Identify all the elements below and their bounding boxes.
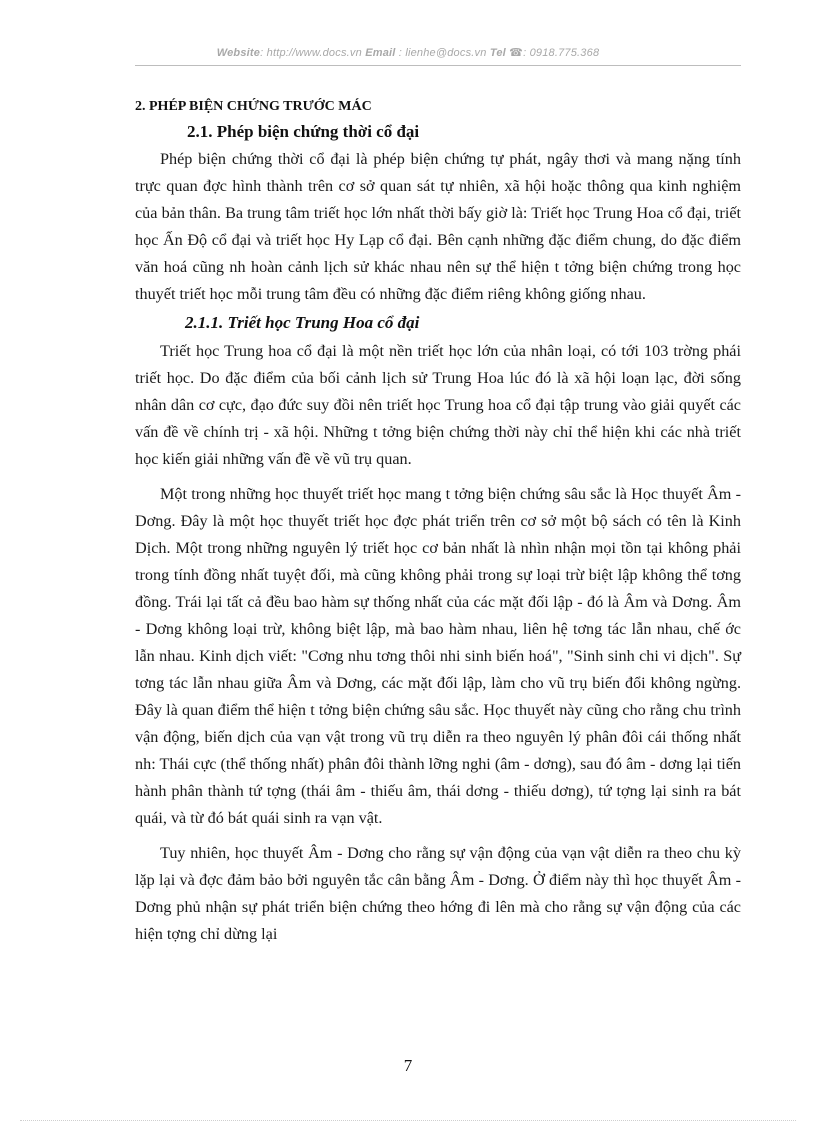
website-value: : http://www.docs.vn: [260, 47, 366, 59]
website-label: Website: [216, 47, 261, 59]
paragraph-1: Phép biện chứng thời cổ đại là phép biện chứng tự phát, ngây thơi và mang nặng tính trực quan đợc hình thành trên cơ sở quan sát tự nhiên, xã hội hoặc thông qua kinh nghiệm của bản thân. Ba trung tâm triết học lớn nhất thời bấy giờ là: Triết học Trung Hoa cổ đại, triết học Ấn Độ cổ đại và triết học Hy Lạp cổ đại. Bên cạnh những đặc điểm chung, do đặc điểm văn hoá cũng nh hoàn cảnh lịch sử khác nhau nên sự thể hiện t tởng biện chứng trong học thuyết triết học mỗi trung tâm đều có những đặc điểm riêng không giống nhau.: [135, 150, 741, 303]
email-label: Email: [365, 47, 396, 59]
footer-divider: [20, 1120, 796, 1121]
paragraph-4: Tuy nhiên, học thuyết Âm - Dơng cho rằng sự vận động của vạn vật diễn ra theo chu kỳ lặp lại và đợc đảm bảo bởi nguyên tắc cân bằng Âm - Dơng. Ở điểm này thì học thuyết Âm - Dơng phủ nhận sự phát triển biện chứng theo hớng đi lên mà cho rằng sự vận động của các hiện tợng chỉ dừng lại: [135, 844, 741, 943]
header-divider: [135, 65, 741, 66]
section-title: 2. PHÉP BIỆN CHỨNG TRƯỚC MÁC: [135, 99, 372, 114]
email-value: : lienhe@docs.vn: [395, 47, 490, 59]
paragraph-3: Một trong những học thuyết triết học mang t tởng biện chứng sâu sắc là Học thuyết Âm - Dơng. Đây là một học thuyết triết học đợc phát triển trên cơ sở một bộ sách có tên là Kinh Dịch. Một trong những nguyên lý triết học cơ bản nhất là nhìn nhận mọi tồn tại không phải trong tính đồng nhất tuyệt đối, mà cũng không phải trong sự loại trừ biệt lập không thể tơng đồng. Trái lại tất cả đều bao hàm sự thống nhất của các mặt đối lập - đó là Âm và Dơng. Âm - Dơng không loại trừ, không biệt lập, mà bao hàm nhau, liên hệ tơng tác lẫn nhau, chế ớc lẫn nhau. Kinh dịch viết: "Cơng nhu tơng thôi nhi sinh biến hoá", "Sinh sinh chi vi dịch". Sự tơng tác lẫn nhau giữa Âm và Dơng, các mặt đối lập, làm cho vũ trụ biến đổi không ngừng. Đây là quan điểm thể hiện t tởng biện chứng sâu sắc. Học thuyết này cũng cho rằng chu trình vận động, biến dịch của vạn vật trong vũ trụ diễn ra theo nguyên lý phân đôi cái thống nhất nh: Thái cực (thể thống nhất) phân đôi thành lỡng nghi (âm - dơng), sau đó âm - dơng lại tiến hành phân thành tứ tợng (thái âm - thiếu âm, thái dơng - thiếu dơng), tứ tợng lại sinh ra bát quái, và từ đó bát quái sinh ra vạn vật.: [135, 485, 741, 827]
page-number: 7: [403, 1056, 413, 1075]
subsection-title: 2.1. Phép biện chứng thời cổ đại: [187, 122, 420, 141]
paragraph-2: Triết học Trung hoa cổ đại là một nền triết học lớn của nhân loại, có tới 103 trờng phái triết học. Do đặc điểm của bối cảnh lịch sử Trung Hoa lúc đó là xã hội loạn lạc, đời sống nhân dân cơ cực, đạo đức suy đồi nên triết học Trung hoa cổ đại tập trung vào giải quyết các vấn đề về chính trị - xã hội. Những t tởng biện chứng thời này chỉ thể hiện khi các nhà triết học kiến giải những vấn đề về vũ trụ quan.: [135, 342, 741, 468]
tel-value: ☎: 0918.775.368: [505, 47, 600, 59]
subsubsection-title: 2.1.1. Triết học Trung Hoa cổ đại: [185, 313, 420, 332]
page-header: [0, 46, 816, 59]
tel-label: Tel: [489, 47, 506, 59]
page-content: [135, 96, 741, 948]
